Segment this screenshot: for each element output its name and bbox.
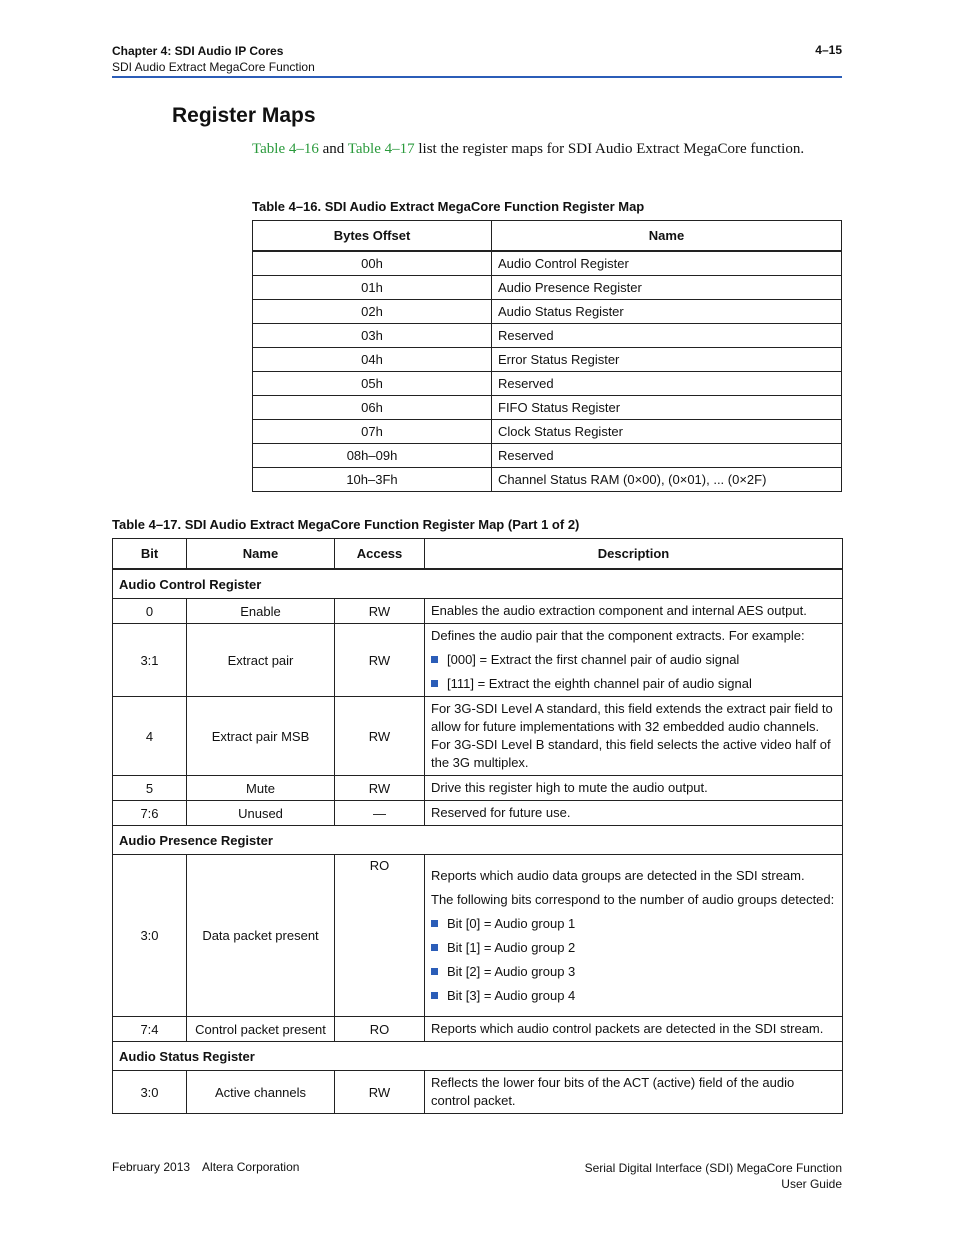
name-cell: Enable (187, 599, 335, 624)
footer-company: Altera Corporation (202, 1160, 300, 1174)
bullet-text: [000] = Extract the first channel pair of audio signal (447, 652, 740, 667)
name-cell: Reserved (492, 372, 842, 396)
column-header: Description (425, 539, 843, 570)
table-row (113, 1071, 843, 1114)
name-cell: Audio Control Register (492, 251, 842, 276)
register-map-table-4-17 (112, 538, 843, 1114)
table-4-16-caption: Table 4–16. SDI Audio Extract MegaCore Function Register Map (252, 199, 645, 214)
column-header: Bit (113, 539, 187, 570)
table-row (113, 624, 843, 697)
table-4-17-link[interactable]: Table 4–17 (347, 141, 415, 157)
section-row (113, 1042, 843, 1071)
description-cell: Drive this register high to mute the audio output. (425, 776, 843, 801)
offset-cell: 10h–3Fh (253, 468, 492, 492)
table-row (113, 599, 843, 624)
access-cell: RW (335, 624, 425, 697)
section-row (113, 826, 843, 855)
offset-cell: 07h (253, 420, 492, 444)
bullet-icon (431, 680, 438, 687)
name-cell: Audio Status Register (492, 300, 842, 324)
name-cell: Active channels (187, 1071, 335, 1114)
section-label: Audio Presence Register (113, 826, 843, 855)
offset-cell: 08h–09h (253, 444, 492, 468)
table-header-row (253, 221, 842, 252)
section-title: SDI Audio Extract MegaCore Function (112, 60, 315, 74)
bullet-item (431, 939, 836, 957)
page-number: 4–15 (815, 43, 842, 57)
bullet-text: Bit [3] = Audio group 4 (447, 987, 576, 1003)
name-cell: Data packet present (187, 855, 335, 1017)
offset-cell: 04h (253, 348, 492, 372)
table-row (253, 324, 842, 348)
description-text: The following bits correspond to the number of audio groups detected: (431, 891, 835, 907)
name-cell: Reserved (492, 444, 842, 468)
access-cell: RO (335, 855, 425, 1017)
bullet-icon (431, 656, 438, 663)
access-cell: RW (335, 599, 425, 624)
name-cell: Reserved (492, 324, 842, 348)
table-row (253, 251, 842, 276)
table-row (253, 444, 842, 468)
bullet-text: Bit [2] = Audio group 3 (447, 963, 576, 979)
bit-cell: 3:0 (113, 855, 187, 1017)
bullet-item (431, 651, 836, 669)
description-text: Reports which audio data groups are detected in the SDI stream. (431, 867, 805, 883)
bullet-text: Bit [1] = Audio group 2 (447, 939, 576, 955)
bullet-icon (431, 968, 438, 975)
table-row (253, 348, 842, 372)
offset-cell: 00h (253, 251, 492, 276)
offset-cell: 01h (253, 276, 492, 300)
description-cell (425, 624, 843, 697)
name-cell: Error Status Register (492, 348, 842, 372)
bullet-item (431, 963, 836, 981)
table-row (253, 468, 842, 492)
chapter-title: Chapter 4: SDI Audio IP Cores (112, 44, 284, 58)
bit-cell: 3:0 (113, 1071, 187, 1114)
access-cell: RW (335, 776, 425, 801)
name-cell: Extract pair MSB (187, 697, 335, 776)
bullet-item (431, 915, 836, 933)
description-cell: Reports which audio control packets are detected in the SDI stream. (425, 1017, 843, 1042)
name-cell: Clock Status Register (492, 420, 842, 444)
table-row (253, 276, 842, 300)
bullet-icon (431, 920, 438, 927)
table-row (253, 372, 842, 396)
footer-doc-title: Serial Digital Interface (SDI) MegaCore Function (584, 1161, 842, 1175)
description-cell (425, 855, 843, 1017)
bullet-icon (431, 992, 438, 999)
intro-rest: list the register maps for SDI Audio Extract MegaCore function. (414, 141, 805, 157)
table-row (253, 420, 842, 444)
bit-cell: 4 (113, 697, 187, 776)
section-label: Audio Status Register (113, 1042, 843, 1071)
name-cell: Unused (187, 801, 335, 826)
bullet-text: Bit [0] = Audio group 1 (447, 915, 576, 931)
footer-left (112, 1160, 299, 1174)
table-row (113, 697, 843, 776)
column-header: Access (335, 539, 425, 570)
register-map-table-4-16 (252, 220, 842, 492)
header-rule (112, 76, 842, 78)
name-cell: Mute (187, 776, 335, 801)
bit-cell: 5 (113, 776, 187, 801)
bit-cell: 3:1 (113, 624, 187, 697)
name-cell: Control packet present (187, 1017, 335, 1042)
section-heading: Register Maps (172, 104, 316, 127)
offset-cell: 05h (253, 372, 492, 396)
footer-guide: User Guide (781, 1177, 842, 1191)
section-row (113, 569, 843, 599)
bullet-item (431, 987, 836, 1005)
table-row (113, 855, 843, 1017)
footer-date: February 2013 (112, 1160, 191, 1174)
description-cell: Reflects the lower four bits of the ACT (active) field of the audio control packet. (425, 1071, 843, 1114)
table-row (113, 801, 843, 826)
table-row (113, 1017, 843, 1042)
description-cell: Enables the audio extraction component and internal AES output. (425, 599, 843, 624)
name-cell: Audio Presence Register (492, 276, 842, 300)
offset-cell: 06h (253, 396, 492, 420)
access-cell: RW (335, 697, 425, 776)
name-cell: Extract pair (187, 624, 335, 697)
column-header: Name (492, 221, 842, 252)
intro-and: and (318, 141, 348, 157)
running-header (112, 43, 315, 75)
name-cell: FIFO Status Register (492, 396, 842, 420)
table-4-16-link[interactable]: Table 4–16 (252, 141, 319, 157)
table-row (253, 300, 842, 324)
table-4-17-caption: Table 4–17. SDI Audio Extract MegaCore Function Register Map (Part 1 of 2) (112, 517, 580, 532)
description-cell: Reserved for future use. (425, 801, 843, 826)
access-cell: RW (335, 1071, 425, 1114)
table-header-row (113, 539, 843, 570)
section-label: Audio Control Register (113, 569, 843, 599)
table-row (253, 396, 842, 420)
bullet-icon (431, 944, 438, 951)
bit-cell: 7:4 (113, 1017, 187, 1042)
bullet-item (431, 675, 836, 693)
name-cell: Channel Status RAM (0×00), (0×01), ... (0×2F) (492, 468, 842, 492)
bit-cell: 7:6 (113, 801, 187, 826)
bullet-text: [111] = Extract the eighth channel pair of audio signal (447, 676, 752, 691)
column-header: Name (187, 539, 335, 570)
offset-cell: 02h (253, 300, 492, 324)
footer-right (585, 1160, 842, 1192)
column-header: Bytes Offset (253, 221, 492, 252)
bit-cell: 0 (113, 599, 187, 624)
access-cell: RO (335, 1017, 425, 1042)
description-text: Defines the audio pair that the component extracts. For example: (431, 628, 805, 643)
offset-cell: 03h (253, 324, 492, 348)
description-cell: For 3G-SDI Level A standard, this field extends the extract pair field to allow for future implementations with 32 embedded audio channels. For 3G-SDI Level B standard, this field selects the active video half of the 3G multiplex. (425, 697, 843, 776)
intro-paragraph (252, 140, 842, 159)
access-cell: — (335, 801, 425, 826)
table-row (113, 776, 843, 801)
